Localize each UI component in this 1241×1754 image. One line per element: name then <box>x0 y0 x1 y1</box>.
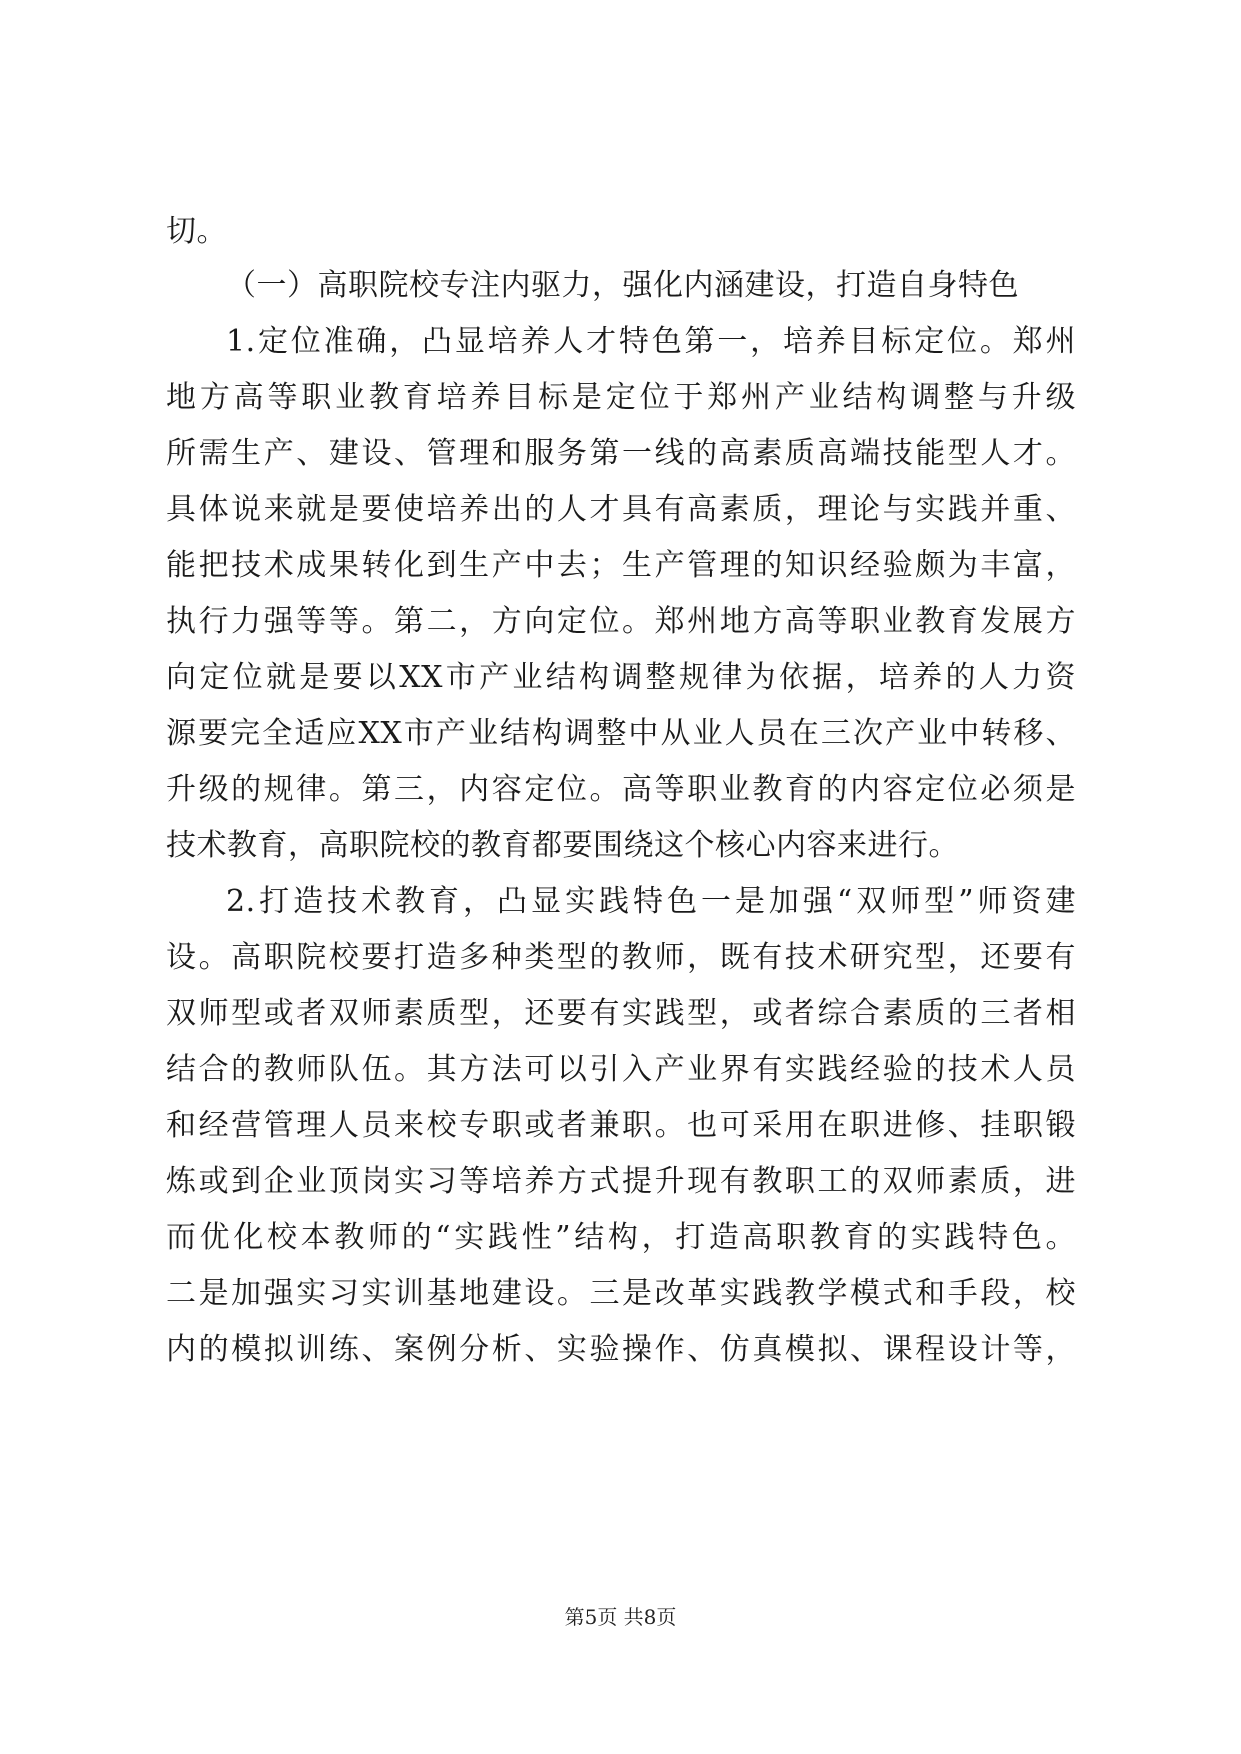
text-line: 地方高等职业教育培养目标是定位于郑州产业结构调整与升级 <box>166 380 1076 415</box>
text-line: 而优化校本教师的“实践性”结构，打造高职教育的实践特色。 <box>166 1220 1076 1255</box>
text-line: 所需生产、建设、管理和服务第一线的高素质高端技能型人才。 <box>166 436 1076 471</box>
text-line: 和经营管理人员来校专职或者兼职。也可采用在职进修、挂职锻 <box>166 1108 1076 1143</box>
section-heading: （一）高职院校专注内驱力，强化内涵建设，打造自身特色 <box>226 268 1019 303</box>
text-line: 源要完全适应XX市产业结构调整中从业人员在三次产业中转移、 <box>166 716 1076 751</box>
text-line: 内的模拟训练、案例分析、实验操作、仿真模拟、课程设计等， <box>166 1332 1076 1367</box>
text-line: 向定位就是要以XX市产业结构调整规律为依据，培养的人力资 <box>166 660 1076 695</box>
text-line: 设。高职院校要打造多种类型的教师，既有技术研究型，还要有 <box>166 940 1076 975</box>
text-line: 能把技术成果转化到生产中去；生产管理的知识经验颇为丰富， <box>166 548 1076 583</box>
text-line: 执行力强等等。第二，方向定位。郑州地方高等职业教育发展方 <box>166 604 1076 639</box>
text-line: 双师型或者双师素质型，还要有实践型，或者综合素质的三者相 <box>166 996 1076 1031</box>
text-line: 升级的规律。第三，内容定位。高等职业教育的内容定位必须是 <box>166 772 1076 807</box>
text-line: 具体说来就是要使培养出的人才具有高素质，理论与实践并重、 <box>166 492 1076 527</box>
text-line: 切。 <box>166 214 227 249</box>
text-line: 2.打造技术教育，凸显实践特色一是加强“双师型”师资建 <box>226 884 1076 919</box>
text-line: 二是加强实习实训基地建设。三是改革实践教学模式和手段，校 <box>166 1276 1076 1311</box>
page-number-footer: 第5页 共8页 <box>564 1605 677 1629</box>
text-line: 技术教育，高职院校的教育都要围绕这个核心内容来进行。 <box>166 828 959 863</box>
text-line: 结合的教师队伍。其方法可以引入产业界有实践经验的技术人员 <box>166 1052 1076 1087</box>
text-line: 炼或到企业顶岗实习等培养方式提升现有教职工的双师素质，进 <box>166 1164 1076 1199</box>
text-line: 1.定位准确，凸显培养人才特色第一，培养目标定位。郑州 <box>226 324 1076 359</box>
